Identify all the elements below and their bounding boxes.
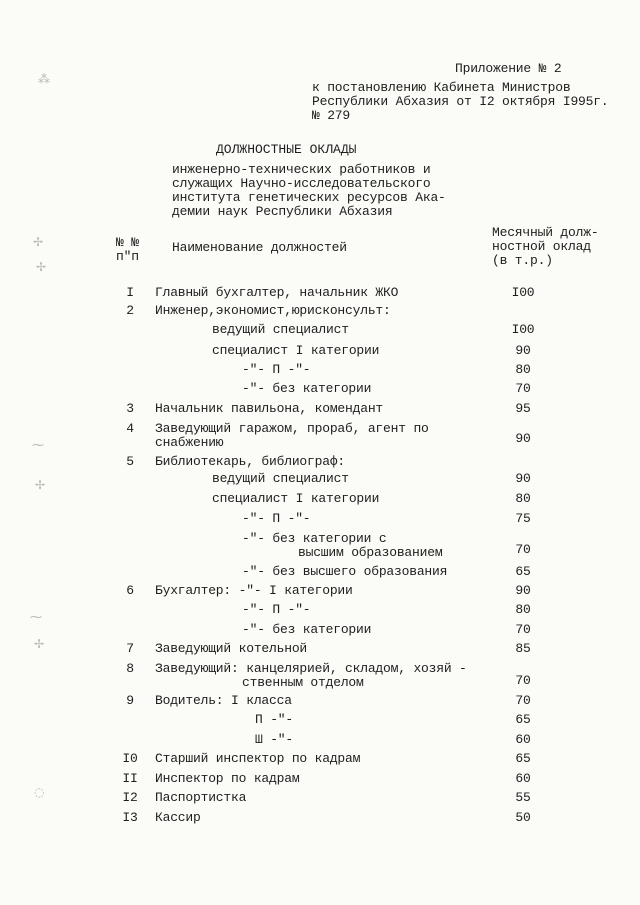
row-number: I0 — [122, 751, 138, 766]
row-position-continued: высшим образованием — [298, 545, 443, 560]
row-salary: 60 — [515, 771, 531, 786]
appendix-number: № 279 — [312, 108, 351, 123]
subtitle-line: служащих Научно-исследовательского — [172, 176, 431, 191]
appendix-republic-date: Республики Абхазия от I2 октября I995г. — [312, 94, 609, 109]
row-salary: 70 — [515, 673, 531, 688]
margin-smudge: ⁓ — [32, 438, 44, 452]
margin-smudge: ✢ — [33, 235, 44, 249]
row-salary: 85 — [515, 641, 531, 656]
row-number: II — [122, 771, 138, 786]
margin-smudge: ✢ — [35, 478, 46, 492]
row-number: 5 — [126, 454, 134, 469]
row-position: Водитель: I класса — [155, 693, 292, 708]
row-position: Кассир — [155, 810, 201, 825]
row-number: 2 — [126, 303, 134, 318]
row-number: I — [126, 285, 134, 300]
row-position: Главный бухгалтер, начальник ЖКО — [155, 285, 399, 300]
row-salary: 90 — [515, 343, 531, 358]
margin-smudge: ✢ — [34, 637, 45, 651]
row-position: Ш -"- — [255, 732, 294, 747]
row-position: Начальник павильона, комендант — [155, 401, 384, 416]
row-position: Инспектор по кадрам — [155, 771, 300, 786]
row-salary: 90 — [515, 583, 531, 598]
subtitle-line: инженерно-технических работников и — [172, 162, 431, 177]
row-number: 8 — [126, 661, 134, 676]
row-position: Бухгалтер: -"- I категории — [155, 583, 353, 598]
row-salary: 80 — [515, 602, 531, 617]
appendix-resolution: к постановлению Кабинета Министров — [312, 80, 571, 95]
row-number: 4 — [126, 421, 134, 436]
row-salary: 60 — [515, 732, 531, 747]
row-salary: 70 — [515, 542, 531, 557]
row-position: Заведующий гаражом, прораб, агент по — [155, 421, 429, 436]
row-position: -"- П -"- — [242, 362, 311, 377]
row-number: I2 — [122, 790, 138, 805]
row-salary: 70 — [515, 381, 531, 396]
column-header-salary: Месячный долж- — [492, 225, 599, 240]
row-salary: 65 — [515, 751, 531, 766]
margin-smudge: ◌ — [34, 785, 45, 799]
margin-smudge: ⁂ — [38, 72, 50, 86]
row-position: -"- без категории с — [242, 531, 387, 546]
row-position: Заведующий котельной — [155, 641, 308, 656]
row-salary: 80 — [515, 362, 531, 377]
column-header-salary: (в т.р.) — [492, 253, 553, 268]
row-position: Заведующий: канцелярией, складом, хозяй - — [155, 661, 467, 676]
row-salary: 65 — [515, 712, 531, 727]
row-position: -"- без категории — [242, 622, 372, 637]
row-number: 9 — [126, 693, 134, 708]
row-number: 6 — [126, 583, 134, 598]
row-position: -"- П -"- — [242, 511, 311, 526]
row-number: 7 — [126, 641, 134, 656]
margin-smudge: ⁓ — [30, 610, 42, 624]
row-salary: I00 — [511, 322, 535, 337]
margin-smudge: ✢ — [36, 260, 47, 274]
row-position: ведущий специалист — [212, 322, 349, 337]
column-header-salary: ностной оклад — [492, 239, 591, 254]
row-position: Старший инспектор по кадрам — [155, 751, 361, 766]
row-number: 3 — [126, 401, 134, 416]
column-header-num: п"п — [116, 249, 139, 264]
row-salary: 50 — [515, 810, 531, 825]
row-number: I3 — [122, 810, 138, 825]
row-salary: 95 — [515, 401, 531, 416]
row-position: -"- без высшего образования — [242, 564, 448, 579]
row-position-continued: снабжению — [155, 435, 224, 450]
column-header-num: № № — [116, 235, 139, 250]
row-salary: 70 — [515, 693, 531, 708]
row-salary: 90 — [515, 431, 531, 446]
row-salary: 90 — [515, 471, 531, 486]
subtitle-line: демии наук Республики Абхазия — [172, 204, 393, 219]
row-position: специалист I категории — [212, 343, 380, 358]
appendix-label: Приложение № 2 — [455, 61, 562, 76]
row-salary: 70 — [515, 622, 531, 637]
row-salary: 65 — [515, 564, 531, 579]
row-salary: 80 — [515, 491, 531, 506]
row-position: Библиотекарь, библиограф: — [155, 454, 346, 469]
row-position: -"- П -"- — [242, 602, 311, 617]
subtitle-line: института генетических ресурсов Ака- — [172, 190, 446, 205]
column-header-name: Наименование должностей — [172, 240, 347, 255]
document-title: ДОЛЖНОСТНЫЕ ОКЛАДЫ — [216, 142, 357, 157]
row-position: Инженер,экономист,юрисконсульт: — [155, 303, 391, 318]
row-position: специалист I категории — [212, 491, 380, 506]
row-salary: I00 — [511, 285, 535, 300]
row-position: -"- без категории — [242, 381, 372, 396]
row-position: Паспортистка — [155, 790, 247, 805]
row-salary: 55 — [515, 790, 531, 805]
row-position: П -"- — [255, 712, 294, 727]
row-salary: 75 — [515, 511, 531, 526]
row-position: ведущий специалист — [212, 471, 349, 486]
row-position-continued: ственным отделом — [242, 675, 364, 690]
